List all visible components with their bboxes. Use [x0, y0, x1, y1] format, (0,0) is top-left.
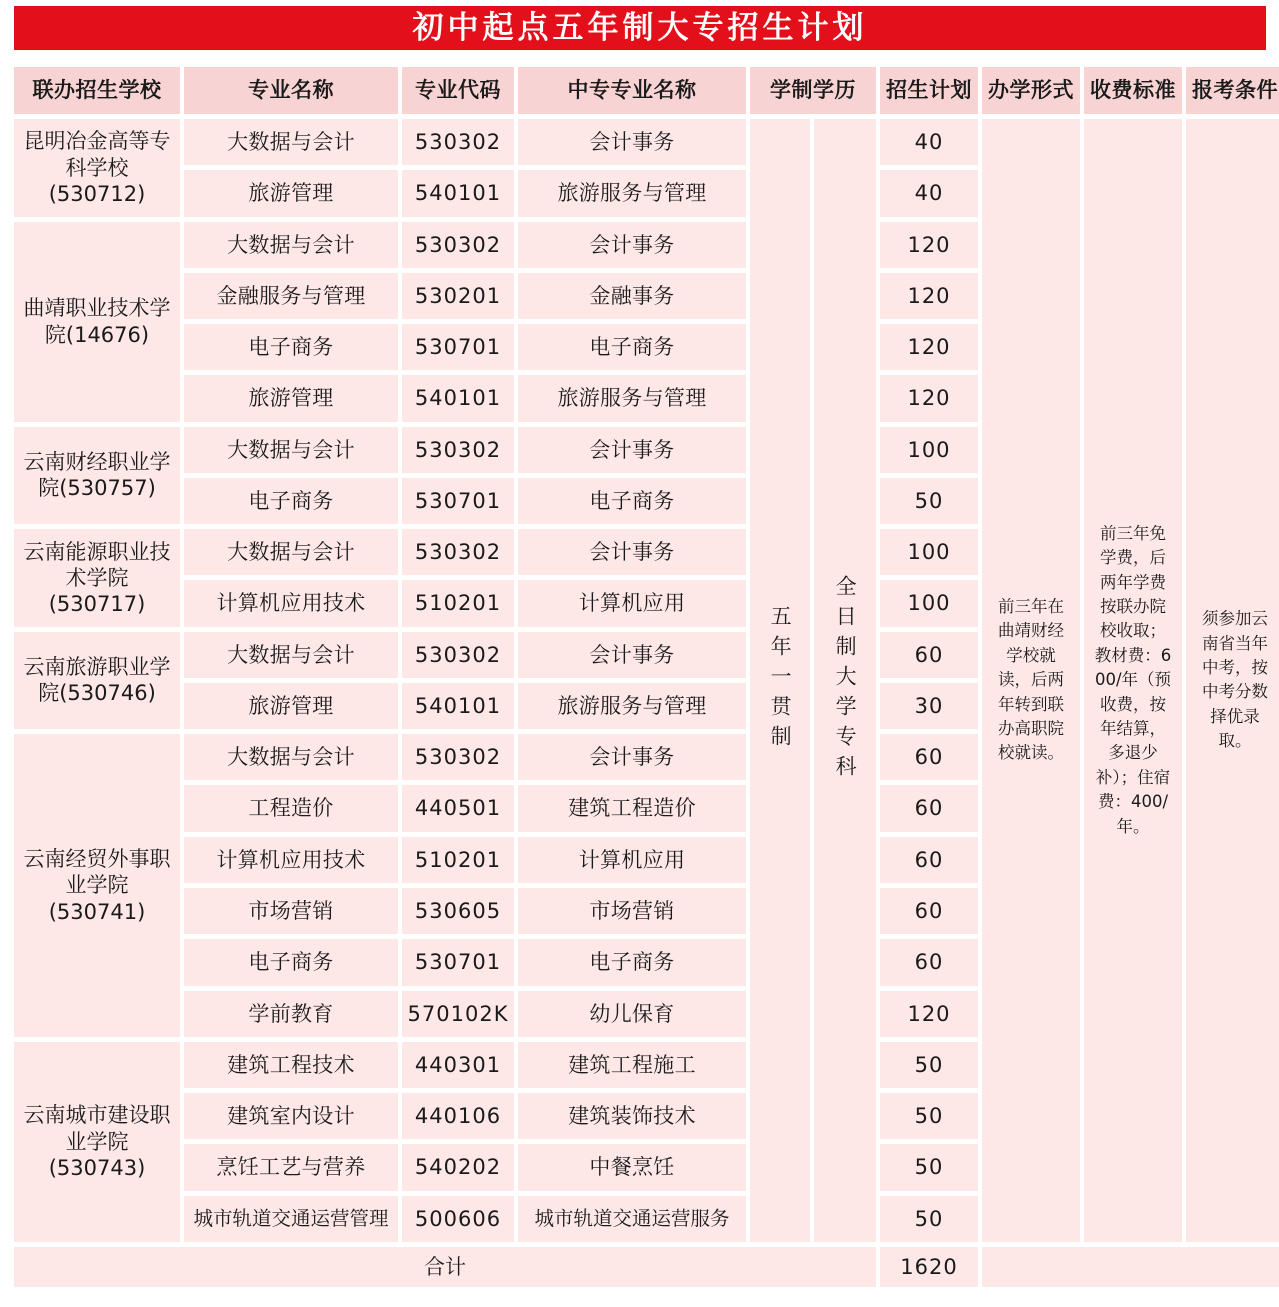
code-cell: 440106 — [402, 1090, 514, 1141]
code-cell: 530302 — [402, 219, 514, 270]
mid-major-cell: 电子商务 — [518, 475, 746, 526]
header-major: 专业名称 — [184, 64, 398, 116]
enrollment-table — [14, 64, 1279, 1289]
mid-major-cell: 建筑工程施工 — [518, 1039, 746, 1090]
header-code: 专业代码 — [402, 64, 514, 116]
major-cell: 旅游管理 — [184, 167, 398, 218]
header-plan: 招生计划 — [880, 64, 978, 116]
education-cell — [814, 116, 876, 1244]
plan-cell: 100 — [880, 424, 978, 475]
total-label: 合计 — [14, 1244, 876, 1289]
code-cell: 530701 — [402, 936, 514, 987]
total-value: 1620 — [880, 1244, 978, 1289]
major-cell: 电子商务 — [184, 475, 398, 526]
header-system-education: 学制学历 — [750, 64, 876, 116]
code-cell: 530701 — [402, 321, 514, 372]
major-cell: 大数据与会计 — [184, 629, 398, 680]
school-cell: 云南经贸外事职业学院(530741) — [14, 731, 180, 1039]
plan-cell: 120 — [880, 988, 978, 1039]
plan-cell: 100 — [880, 526, 978, 577]
major-cell: 旅游管理 — [184, 372, 398, 423]
header-school: 联办招生学校 — [14, 64, 180, 116]
major-cell: 大数据与会计 — [184, 424, 398, 475]
plan-cell: 120 — [880, 372, 978, 423]
mid-major-cell: 幼儿保育 — [518, 988, 746, 1039]
mid-major-cell: 旅游服务与管理 — [518, 167, 746, 218]
mid-major-cell: 会计事务 — [518, 424, 746, 475]
major-cell: 烹饪工艺与营养 — [184, 1141, 398, 1192]
plan-cell: 50 — [880, 1039, 978, 1090]
major-cell: 计算机应用技术 — [184, 577, 398, 628]
code-cell: 530302 — [402, 629, 514, 680]
code-cell: 530302 — [402, 731, 514, 782]
code-cell: 540202 — [402, 1141, 514, 1192]
mid-major-cell: 中餐烹饪 — [518, 1141, 746, 1192]
mid-major-cell: 会计事务 — [518, 731, 746, 782]
plan-cell: 120 — [880, 219, 978, 270]
plan-cell: 40 — [880, 116, 978, 167]
mid-major-cell: 计算机应用 — [518, 577, 746, 628]
mid-major-cell: 计算机应用 — [518, 834, 746, 885]
code-cell: 500606 — [402, 1193, 514, 1244]
major-cell: 市场营销 — [184, 885, 398, 936]
school-cell: 云南财经职业学院(530757) — [14, 424, 180, 527]
plan-cell: 120 — [880, 270, 978, 321]
fee-cell: 前三年免学费，后两年学费按联办院校收取；教材费：600/年（预收费，按年结算，多退少补）；住宿费：400/年。 — [1084, 116, 1182, 1244]
major-cell: 建筑工程技术 — [184, 1039, 398, 1090]
mid-major-cell: 会计事务 — [518, 219, 746, 270]
header-form: 办学形式 — [982, 64, 1080, 116]
page-title: 初中起点五年制大专招生计划 — [14, 6, 1266, 50]
plan-cell: 60 — [880, 629, 978, 680]
code-cell: 530302 — [402, 116, 514, 167]
mid-major-cell: 建筑工程造价 — [518, 782, 746, 833]
condition-cell: 须参加云南省当年中考，按中考分数择优录取。 — [1186, 116, 1279, 1244]
mid-major-cell: 电子商务 — [518, 321, 746, 372]
code-cell: 530201 — [402, 270, 514, 321]
major-cell: 金融服务与管理 — [184, 270, 398, 321]
mid-major-cell: 会计事务 — [518, 526, 746, 577]
plan-cell: 30 — [880, 680, 978, 731]
code-cell: 530701 — [402, 475, 514, 526]
plan-cell: 60 — [880, 834, 978, 885]
code-cell: 530605 — [402, 885, 514, 936]
mid-major-cell: 市场营销 — [518, 885, 746, 936]
code-cell: 510201 — [402, 834, 514, 885]
major-cell: 学前教育 — [184, 988, 398, 1039]
plan-cell: 60 — [880, 731, 978, 782]
major-cell: 大数据与会计 — [184, 526, 398, 577]
school-cell: 昆明冶金高等专科学校(530712) — [14, 116, 180, 219]
major-cell: 建筑室内设计 — [184, 1090, 398, 1141]
major-cell: 电子商务 — [184, 936, 398, 987]
system-text: 五年一贯制 — [768, 605, 793, 756]
major-cell: 大数据与会计 — [184, 219, 398, 270]
plan-cell: 60 — [880, 782, 978, 833]
mid-major-cell: 建筑装饰技术 — [518, 1090, 746, 1141]
mid-major-cell: 金融事务 — [518, 270, 746, 321]
education-text: 全日制大学专科 — [833, 575, 858, 786]
mid-major-cell: 城市轨道交通运营服务 — [518, 1193, 746, 1244]
code-cell: 540101 — [402, 167, 514, 218]
plan-cell: 50 — [880, 1141, 978, 1192]
code-cell: 570102K — [402, 988, 514, 1039]
code-cell: 510201 — [402, 577, 514, 628]
plan-cell: 40 — [880, 167, 978, 218]
plan-cell: 50 — [880, 1090, 978, 1141]
mid-major-cell: 旅游服务与管理 — [518, 680, 746, 731]
total-empty — [982, 1244, 1279, 1289]
mid-major-cell: 电子商务 — [518, 936, 746, 987]
major-cell: 大数据与会计 — [184, 116, 398, 167]
system-cell — [750, 116, 810, 1244]
code-cell: 540101 — [402, 372, 514, 423]
code-cell: 440501 — [402, 782, 514, 833]
code-cell: 440301 — [402, 1039, 514, 1090]
school-cell: 云南旅游职业学院(530746) — [14, 629, 180, 732]
plan-cell: 60 — [880, 936, 978, 987]
mid-major-cell: 旅游服务与管理 — [518, 372, 746, 423]
major-cell: 电子商务 — [184, 321, 398, 372]
school-cell: 云南能源职业技术学院(530717) — [14, 526, 180, 629]
header-fee: 收费标准 — [1084, 64, 1182, 116]
form-cell: 前三年在曲靖财经学校就读，后两年转到联办高职院校就读。 — [982, 116, 1080, 1244]
code-cell: 540101 — [402, 680, 514, 731]
code-cell: 530302 — [402, 526, 514, 577]
major-cell: 大数据与会计 — [184, 731, 398, 782]
school-cell: 云南城市建设职业学院(530743) — [14, 1039, 180, 1244]
major-cell: 计算机应用技术 — [184, 834, 398, 885]
major-cell: 城市轨道交通运营管理 — [184, 1193, 398, 1244]
code-cell: 530302 — [402, 424, 514, 475]
mid-major-cell: 会计事务 — [518, 629, 746, 680]
major-cell: 工程造价 — [184, 782, 398, 833]
major-cell: 旅游管理 — [184, 680, 398, 731]
plan-cell: 50 — [880, 1193, 978, 1244]
plan-cell: 120 — [880, 321, 978, 372]
plan-cell: 60 — [880, 885, 978, 936]
plan-cell: 50 — [880, 475, 978, 526]
header-condition: 报考条件 — [1186, 64, 1279, 116]
plan-cell: 100 — [880, 577, 978, 628]
school-cell: 曲靖职业技术学院(14676) — [14, 219, 180, 424]
mid-major-cell: 会计事务 — [518, 116, 746, 167]
header-mid-major: 中专专业名称 — [518, 64, 746, 116]
